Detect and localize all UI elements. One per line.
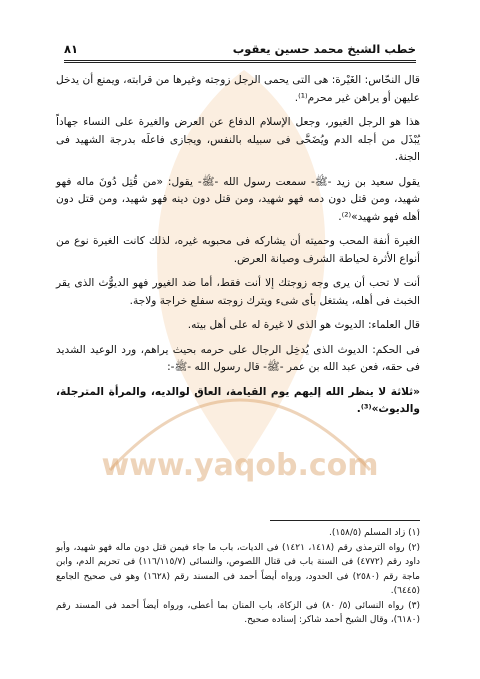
- paragraph: فى الحكم: الديوث الذى يُدخِل الرجال على حرمه بحيث يراهم، ورد الوعيد الشديد فى حقه، فعن عبد الله بن عمر -ﷺ- قال رسول الله -ﷺ-:: [56, 343, 420, 373]
- header-rule: [64, 62, 416, 63]
- book-title: خطب الشيخ محمد حسين يعقوب: [232, 42, 416, 56]
- paragraph: قال العلماء: الديوث هو الذى لا غيرة له على أهل بيته.: [187, 319, 420, 331]
- header-rule: [64, 60, 416, 61]
- footnote-divider: [270, 520, 420, 521]
- footnote: (٢) رواه الترمذى رقم (١٤١٨، ١٤٢١) فى الديات، باب ما جاء فيمن قتل دون ماله فهو شهيد، وأبو داود رقم (٤٧٧٢) فى السنة باب فى قتال اللصوص، والنسائى (١١٦/١١٥/٧) فى تحريم الدم، وابن ماجة رقم (٢٥٨٠) فى الحدود، ورواه أيضاً أحمد فى المسند رقم (١٦٢٨) وهو فى صحيح الجامع (٦٤٤٥).: [56, 542, 421, 596]
- page-header: [64, 38, 416, 60]
- watermark-url: www.yaqob.com: [101, 448, 379, 483]
- paragraph: يقول سعيد بن زيد -ﷺ- سمعت رسول الله -ﷺ- يقول: «من قُتِل دُونَ ماله فهو شهيد، ومن قتل دون دمه فهو شهيد، ومن قتل دون دينه فهو شهيد، ومن قتل دون أهله فهو شهيد»⁽²⁾.: [56, 175, 420, 223]
- paragraph: الغيرة أنفة المحب وحميته أن يشاركه فى محبوبه غيره، لذلك كانت الغيرة نوع من أنواع الأثرة لحياطة الشرف وصيانة العرض.: [56, 235, 420, 265]
- body-text: [56, 72, 420, 426]
- paragraph: هذا هو الرجل الغيور، وجعل الإسلام الدفاع عن العرض والغيرة على النساء جهاداً يُبْذَل من أجله الدم ويُضَحَّى فى سبيله بالنفس، ويجازى فاعلَه بدرجة الشهيد فى الجنة.: [56, 116, 420, 163]
- hadith-quote: «ثلاثة لا ينظر الله إليهم يوم القيامة، العاق لوالديه، والمرأة المترجلة، والديوث»⁽³⁾.: [56, 385, 420, 415]
- footnote: (١) زاد المسلم (١٥٨/٥).: [328, 528, 420, 538]
- footnote: (٣) رواه النسائى (٥/ ٨٠) فى الزكاة، باب المنان بما أعطى، ورواه أيضاً أحمد فى المسند رقم (٦١٨٠)، وقال الشيخ أحمد شاكر: إسناده صحيح.: [56, 600, 421, 625]
- paragraph: أنت لا تحب أن يرى وجه زوجتك إلا أنت فقط، أما ضد الغيور فهو الديوُّث الذى يقر الخبث فى أهله، يشتغل بأى شىء ويترك زوجته سفلع خراجة ولاجة.: [56, 277, 420, 307]
- page-number: ٨١: [64, 42, 79, 56]
- footnotes: [56, 526, 420, 628]
- paragraph: قال النحّاس: الغَيْرة: هى التى يحمى الرجل زوجته وغيرها من قرابته، ويمنع أن يدخل عليهن أو يراهن غير محرم⁽¹⁾.: [56, 74, 420, 104]
